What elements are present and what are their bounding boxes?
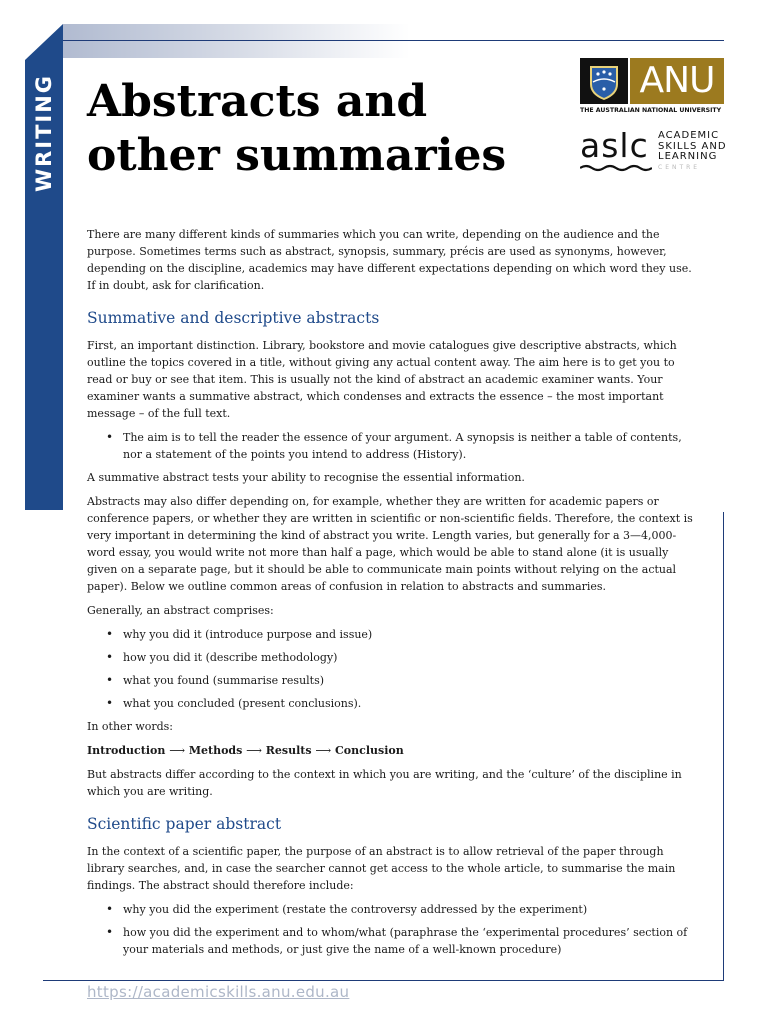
list-item: • why you did it (introduce purpose and issue) [123, 626, 695, 643]
bullet-list [87, 901, 695, 958]
header-gradient-bar [25, 24, 410, 58]
list-item: • The aim is to tell the reader the essence of your argument. A synopsis is neither a table of contents, nor a statement of the points you intend to address (History). [123, 429, 695, 463]
anu-subtitle: THE AUSTRALIAN NATIONAL UNIVERSITY [580, 107, 722, 114]
section-heading-scientific: Scientific paper abstract [87, 815, 282, 833]
flow-step-methods: Methods [188, 744, 243, 757]
paragraph: Abstracts may also differ depending on, for example, whether they are written for academic papers or conference papers, or whether they are written in scientific or non-scientific fields. Therefore, the context is very important in determining the kind of abstract you write. Length varies, but generally for a 3—4,000-word essay, you would write not more than half a page, which would be able to stand alone (it is usually given on a separate page, but it should be able to communicate main points without relying on the actual paper). Below we outline common areas of confusion in relation to abstracts and summaries. [87, 495, 693, 593]
aslc-centre-name: ACADEMIC SKILLS AND LEARNING CENTRE [658, 130, 727, 171]
title-line-1: Abstracts and [87, 76, 428, 127]
flow-step-conclusion: Conclusion [335, 744, 404, 757]
list-item: • how you did it (describe methodology) [123, 649, 695, 666]
arrow-icon: ⟶ [169, 744, 185, 757]
aslc-waves-icon [580, 164, 652, 173]
aslc-wordmark: aslc [580, 126, 649, 165]
list-item: • how you did the experiment and to whom/what (paraphrase the ‘experimental procedures’ section of your materials and methods, or just give the name of a well-known procedure) [123, 924, 695, 958]
list-item: • why you did the experiment (restate the controversy addressed by the experiment) [123, 901, 695, 918]
section-heading-summative: Summative and descriptive abstracts [87, 309, 380, 327]
page-title [87, 75, 506, 183]
right-border-rule [723, 512, 724, 980]
list-item: • what you found (summarise results) [123, 672, 695, 689]
anu-logo [580, 58, 724, 118]
arrow-icon: ⟶ [246, 744, 262, 757]
flow-step-introduction: Introduction [87, 744, 166, 757]
flow-step-results: Results [265, 744, 312, 757]
paragraph: First, an important distinction. Library, bookstore and movie catalogues give descriptive abstracts, which outline the topics covered in a title, without giving any actual content away. The aim here is to get you to read or buy or see that item. This is usually not the kind of abstract an academic examiner wants. Your examiner wants a summative abstract, which condenses and extracts the essence – the most important message – of the full text. [87, 339, 677, 420]
section-label: WRITING [32, 73, 56, 193]
structure-flow [87, 742, 695, 759]
anu-crest-icon [580, 58, 628, 104]
side-band-notch [25, 24, 63, 60]
anu-wordmark: ANU [630, 58, 724, 104]
document-body [87, 226, 695, 964]
paragraph: Generally, an abstract comprises: [87, 604, 274, 617]
bullet-list [87, 429, 695, 463]
paragraph: A summative abstract tests your ability to recognise the essential information. [87, 471, 525, 484]
footer-rule [43, 980, 724, 981]
header-rule [25, 40, 724, 41]
aslc-logo [580, 128, 730, 178]
paragraph: But abstracts differ according to the context in which you are writing, and the ‘culture’ of the discipline in which you are writing. [87, 768, 682, 798]
intro-paragraph: There are many different kinds of summaries which you can write, depending on the audience and the purpose. Sometimes terms such as abstract, synopsis, summary, précis are used as synonyms, however, depending on the discipline, academics may have different expectations depending on which word they use. If in doubt, ask for clarification. [87, 228, 692, 292]
footer-url-link[interactable]: https://academicskills.anu.edu.au [87, 983, 350, 1001]
arrow-icon: ⟶ [315, 744, 332, 757]
title-line-2: other summaries [87, 130, 507, 181]
list-item: • what you concluded (present conclusions). [123, 695, 695, 712]
paragraph: In other words: [87, 720, 174, 733]
abstract-components-list [87, 626, 695, 712]
paragraph: In the context of a scientific paper, the purpose of an abstract is to allow retrieval of the paper through library searches, and, in case the searcher cannot get access to the whole article, to summarise the main findings. The abstract should therefore include: [87, 845, 676, 892]
